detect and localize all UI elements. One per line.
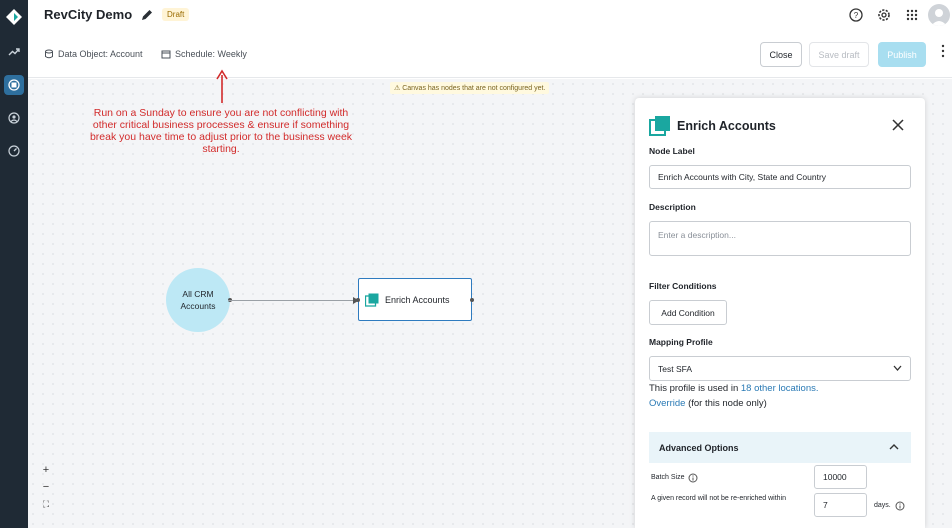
nav-gauge-icon[interactable] xyxy=(4,141,24,161)
enrich-accounts-node[interactable] xyxy=(358,278,472,321)
other-locations-link[interactable]: 18 other locations. xyxy=(740,383,819,394)
override-suffix: (for this node only) xyxy=(685,398,767,409)
info-icon[interactable] xyxy=(688,473,698,483)
source-node-label-line2: Accounts xyxy=(180,301,216,311)
connector-edge xyxy=(228,300,358,301)
batch-size-value: 10000 xyxy=(823,472,847,482)
chevron-up-icon xyxy=(889,444,899,450)
annotation-arrow xyxy=(215,69,229,103)
save-draft-button[interactable]: Save draft xyxy=(809,42,869,67)
more-options-icon[interactable] xyxy=(940,44,946,58)
zoom-in-button[interactable]: + xyxy=(42,464,50,476)
node-label-value: Enrich Accounts with City, State and Country xyxy=(658,172,827,182)
reenrich-unit: days. xyxy=(874,502,891,509)
mapping-profile-value: Test SFA xyxy=(658,363,693,374)
description-textarea[interactable] xyxy=(649,221,911,256)
close-button[interactable]: Close xyxy=(760,42,802,67)
enrich-panel-icon xyxy=(649,115,671,137)
page-title: RevCity Demo xyxy=(44,7,133,22)
zoom-out-button[interactable]: − xyxy=(42,481,50,493)
calendar-icon xyxy=(161,49,171,59)
pencil-icon[interactable] xyxy=(140,8,154,22)
filter-conditions-heading: Filter Conditions xyxy=(649,281,717,291)
annotation-note: Run on a Sunday to ensure you are not conflicting with other critical business processes & ensure if something break you have time to adjust prior to the business week starting. xyxy=(89,107,353,155)
avatar[interactable] xyxy=(928,4,950,26)
info-icon[interactable] xyxy=(895,501,905,511)
close-icon[interactable] xyxy=(892,119,904,131)
description-heading: Description xyxy=(649,202,696,212)
data-object-label: Data Object: Account xyxy=(58,49,143,59)
node-config-panel xyxy=(635,98,925,528)
batch-size-label-row xyxy=(651,473,698,483)
chevron-down-icon xyxy=(893,365,902,371)
mapping-profile-select[interactable] xyxy=(649,356,911,381)
app-logo-icon[interactable] xyxy=(5,8,23,26)
gear-icon[interactable] xyxy=(876,7,892,23)
publish-button[interactable]: Publish xyxy=(878,42,926,67)
zoom-controls xyxy=(38,462,54,513)
schedule-selector[interactable] xyxy=(161,49,247,59)
left-nav-rail xyxy=(0,0,28,528)
profile-usage-text xyxy=(649,383,819,394)
profile-usage-prefix: This profile is used in xyxy=(649,383,741,394)
description-placeholder: Enter a description... xyxy=(658,230,736,240)
help-icon[interactable] xyxy=(848,7,864,23)
enrich-node-icon xyxy=(365,293,379,307)
reenrich-unit-row xyxy=(874,501,905,511)
workflow-toolbar xyxy=(28,30,952,78)
nav-users-icon[interactable] xyxy=(4,108,24,128)
override-link[interactable]: Override xyxy=(649,398,686,409)
enrich-node-label: Enrich Accounts xyxy=(385,294,450,305)
fit-view-button[interactable]: ⛶ xyxy=(42,499,50,509)
mapping-profile-heading: Mapping Profile xyxy=(649,337,713,347)
apps-grid-icon[interactable] xyxy=(904,7,920,23)
reenrich-label: A given record will not be re-enriched within xyxy=(651,495,787,502)
enrich-output-port[interactable] xyxy=(470,298,474,302)
reenrich-days-value: 7 xyxy=(823,500,828,510)
batch-size-input[interactable] xyxy=(814,465,867,489)
nav-workflows-icon[interactable] xyxy=(4,75,24,95)
status-badge: Draft xyxy=(162,8,189,21)
database-icon xyxy=(44,49,54,59)
data-object-selector[interactable] xyxy=(44,49,143,59)
schedule-label: Schedule: Weekly xyxy=(175,49,247,59)
node-label-heading: Node Label xyxy=(649,146,695,156)
override-text xyxy=(649,398,767,409)
batch-size-label: Batch Size xyxy=(651,474,685,481)
reenrich-days-input[interactable] xyxy=(814,493,867,517)
source-node-all-crm-accounts[interactable] xyxy=(166,268,230,332)
panel-title: Enrich Accounts xyxy=(677,119,776,133)
advanced-options-heading: Advanced Options xyxy=(659,442,739,453)
source-node-label-line1: All CRM xyxy=(182,289,214,299)
svg-text:?: ? xyxy=(853,11,859,20)
enrich-input-port[interactable] xyxy=(356,298,360,302)
top-header xyxy=(28,0,952,30)
advanced-options-toggle[interactable] xyxy=(649,432,911,463)
canvas-warning: ⚠ Canvas has nodes that are not configured yet. xyxy=(390,82,549,94)
panel-header xyxy=(649,115,776,137)
node-label-input[interactable] xyxy=(649,165,911,189)
nav-trend-icon[interactable] xyxy=(4,42,24,62)
add-condition-button[interactable]: Add Condition xyxy=(649,300,727,325)
